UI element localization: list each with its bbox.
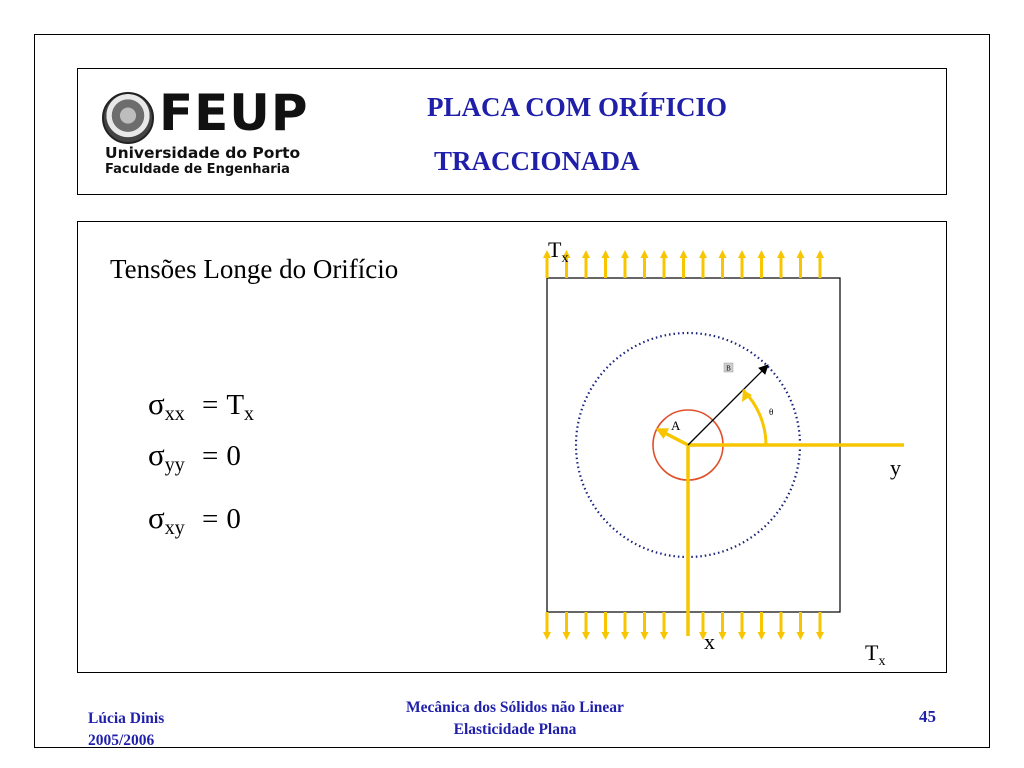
top-load-label: $T_x$	[548, 237, 569, 266]
equation-subscript: xy	[164, 517, 185, 539]
slide-title-line2: TRACCIONADA	[434, 146, 640, 176]
footer-author: Lúcia Dinis	[88, 710, 165, 727]
angle-label: θ	[769, 407, 774, 417]
equation-symbol: σ	[148, 386, 165, 421]
equation-rhs: T	[226, 389, 245, 421]
equation-sigma-yy	[148, 437, 241, 477]
equation-rhs: 0	[226, 440, 241, 472]
footer-course-block	[360, 697, 670, 741]
equation-symbol: σ	[148, 437, 165, 472]
university-seal-icon	[102, 92, 154, 144]
footer-author-block	[88, 708, 164, 752]
bottom-load-label: $T_x$	[865, 640, 886, 669]
y-axis-label: y	[890, 455, 901, 480]
top-load-arrows	[547, 254, 820, 278]
equation-rhs: 0	[226, 503, 241, 535]
logo-university-name: Universidade do Porto	[105, 144, 301, 162]
equation-sigma-xy	[148, 500, 241, 540]
equation-subscript: yy	[164, 454, 185, 476]
equation-symbol: σ	[148, 500, 165, 535]
logo-wordmark: FEUP	[159, 84, 309, 142]
logo-faculty-name: Faculdade de Engenharia	[105, 162, 290, 177]
slide-title-line1: PLACA COM ORÍFICIO	[427, 92, 728, 122]
x-axis-label: x	[704, 629, 715, 654]
equation-operator: =	[201, 440, 219, 472]
page-number: 45	[919, 707, 936, 726]
bottom-load-arrows	[547, 612, 820, 636]
point-b-label: B	[726, 364, 731, 373]
equation-operator: =	[201, 503, 219, 535]
plate-diagram	[530, 232, 930, 672]
footer-course: Mecânica dos Sólidos não Linear	[406, 699, 624, 716]
equation-rhs-subscript: x	[244, 403, 255, 425]
equation-operator: =	[201, 389, 219, 421]
section-subtitle: Tensões Longe do Orifício	[110, 254, 399, 284]
footer-year: 2005/2006	[88, 732, 155, 749]
equation-sigma-xx	[148, 386, 254, 426]
equation-subscript: xx	[164, 403, 185, 425]
feup-logo	[102, 84, 309, 180]
point-a-label: A	[671, 418, 681, 433]
footer-topic: Elasticidade Plana	[453, 721, 577, 738]
